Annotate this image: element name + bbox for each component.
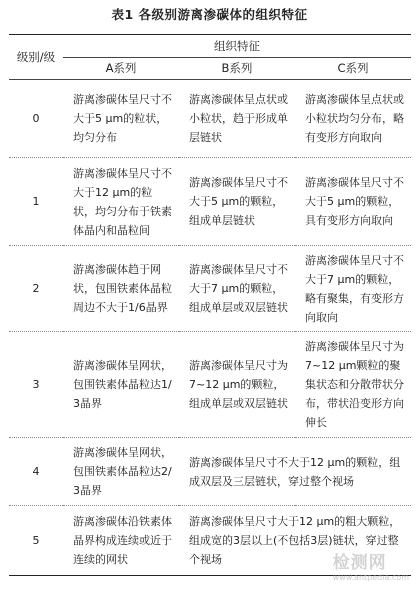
row-level: 4 — [9, 438, 63, 506]
cell-b: 游离渗碳体呈尺寸不大于5 μm的颗粒，组成单层链状 — [179, 158, 295, 246]
header-series-a: A系列 — [105, 61, 137, 75]
header-series-c: C系列 — [337, 61, 369, 75]
cell-a: 游离渗碳体呈尺寸不大于12 μm的粒状，均匀分布于铁素体晶内和晶粒间 — [63, 158, 179, 246]
table-caption: 表1 各级别游离渗碳体的组织特征 — [111, 7, 308, 22]
table-row — [9, 332, 411, 438]
table-row — [9, 246, 411, 332]
cell-c: 游离渗碳体呈点状或小粒状均匀分布，略有变形方向取向 — [295, 80, 411, 158]
header-level: 级别/级 — [9, 35, 63, 80]
cell-bc: 游离渗碳体呈尺寸不大于12 μm的颗粒，组成双层及三层链状，穿过整个视场 — [179, 438, 411, 506]
row-level: 5 — [9, 506, 63, 576]
row-level: 3 — [9, 332, 63, 438]
table-row — [9, 80, 411, 158]
watermark-main: 检测网 — [332, 553, 387, 573]
row-level: 2 — [9, 246, 63, 332]
cell-b: 游离渗碳体呈尺寸为7~12 μm的颗粒，组成单层或双层链状 — [179, 332, 295, 438]
watermark-sub: www.antpedia.com — [332, 573, 409, 582]
cell-a: 游离渗碳体呈尺寸不大于5 μm的粒状，均匀分布 — [63, 80, 179, 158]
cell-bc: 游离渗碳体呈尺寸大于12 μm的粗大颗粒，组成宽的3层以上(不包括3层)链状，穿过整个视场 — [179, 506, 411, 576]
cell-a: 游离渗碳体呈网状，包围铁素体晶粒达2/3晶界 — [63, 438, 179, 506]
row-level: 0 — [9, 80, 63, 158]
cell-c: 游离渗碳体呈尺寸不大于5 μm的颗粒，具有变形方向取向 — [295, 158, 411, 246]
cell-a: 游离渗碳体呈网状，包围铁素体晶粒达1/3晶界 — [63, 332, 179, 438]
table-row — [9, 158, 411, 246]
cell-a: 游离渗碳体趋于网状，包围铁素体晶粒周边不大于1/6晶界 — [63, 246, 179, 332]
cell-c: 游离渗碳体呈尺寸为7~12 μm颗粒的聚集状态和分散带状分布，带状沿变形方向伸长 — [295, 332, 411, 438]
header-group: 组织特征 — [63, 35, 411, 58]
cell-a: 游离渗碳体沿铁素体晶界构成连续或近于连续的网状 — [63, 506, 179, 576]
cell-c: 游离渗碳体呈尺寸不大于7 μm的颗粒，略有聚集，有变形方向取向 — [295, 246, 411, 332]
cell-b: 游离渗碳体呈点状或小粒状，趋于形成单层链状 — [179, 80, 295, 158]
watermark — [333, 548, 409, 582]
row-level: 1 — [9, 158, 63, 246]
cell-b: 游离渗碳体呈尺寸不大于7 μm的颗粒，组成单层或双层链状 — [179, 246, 295, 332]
header-series-b: B系列 — [221, 61, 253, 75]
structure-table — [9, 34, 411, 576]
table-row — [9, 438, 411, 506]
